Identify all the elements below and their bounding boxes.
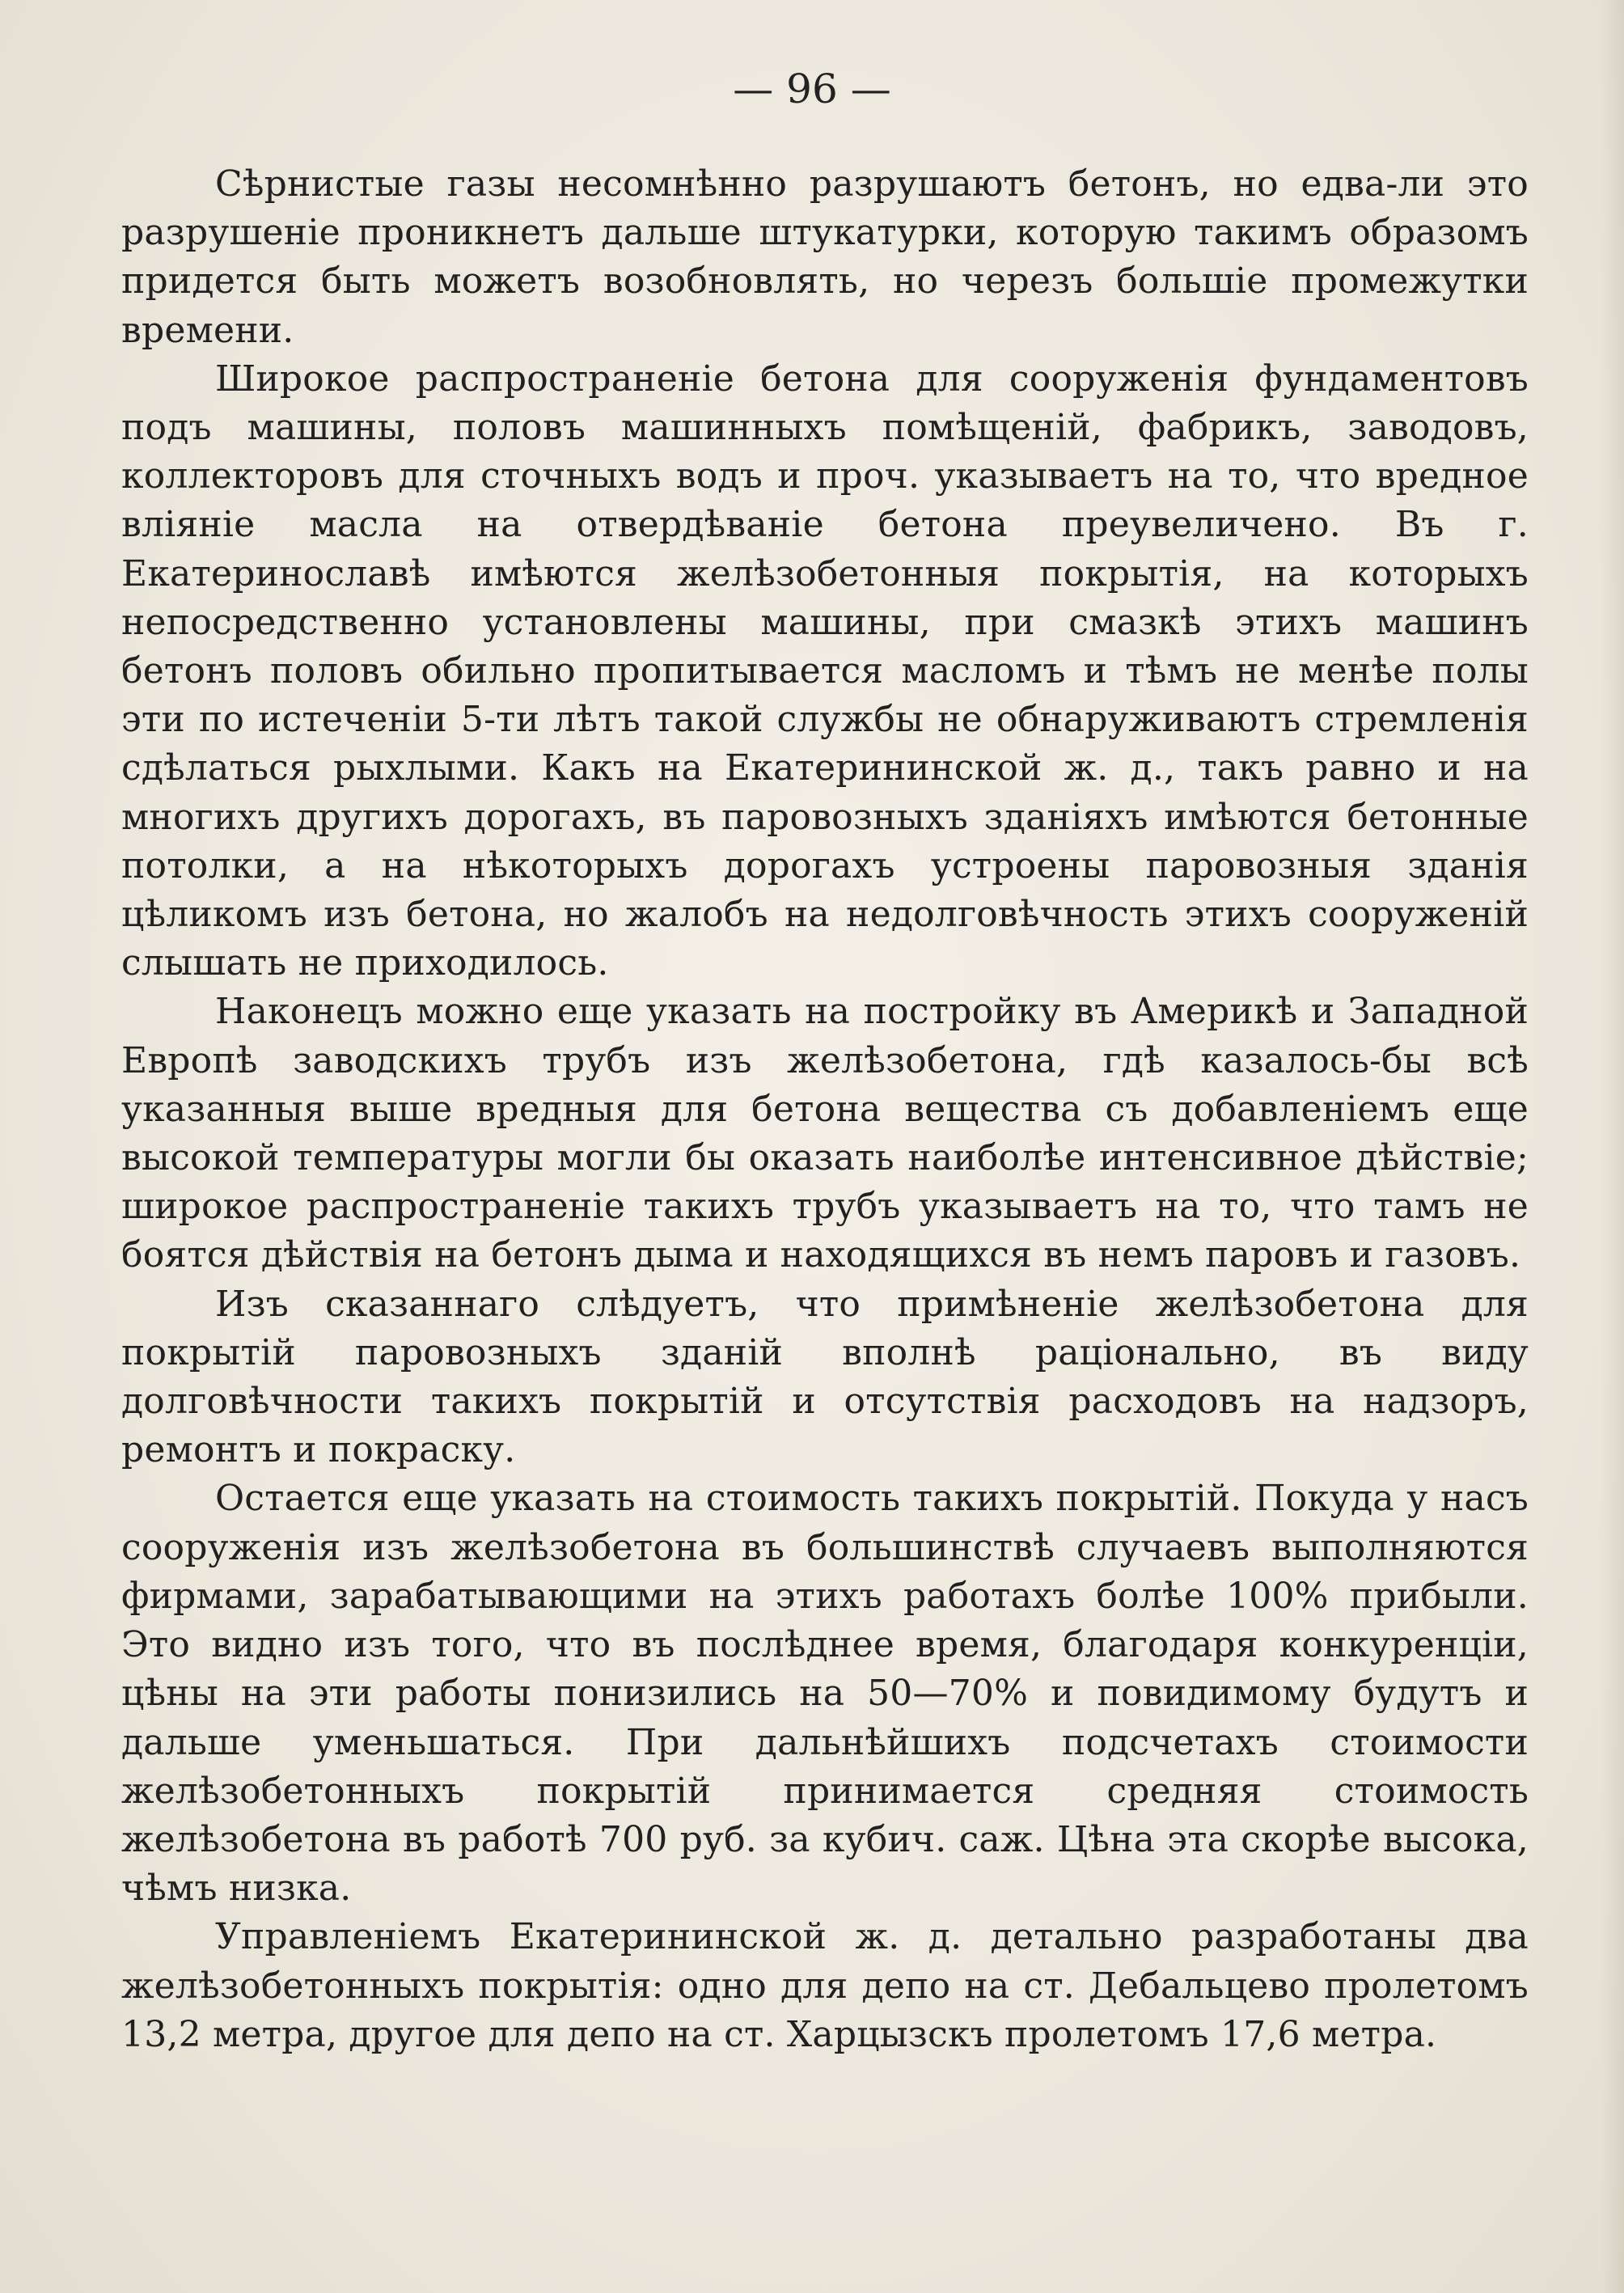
paragraph-conclusion: Изъ сказаннаго слѣдуетъ, что примѣненіе желѣзобетона для покрытій паровозныхъ зданій вполнѣ раціонально, въ виду долговѣчности такихъ покрытій и отсутствія расходовъ на надзоръ, ремонтъ и покраску. [121,1283,1529,1471]
paragraph-sulfur-gases: Сѣрнистые газы несомнѣнно разрушаютъ бетонъ, но едва-ли это разрушеніе проникнетъ дальше штукатурки, которую такимъ образомъ придется быть можетъ возобновлять, но черезъ большіе промежутки времени. [121,163,1529,351]
body-text [121,160,1529,2059]
page-edge-shadow [1601,0,1624,2293]
paragraph-factory-chimneys: Наконецъ можно еще указать на постройку въ Америкѣ и Западной Европѣ заводскихъ трубъ изъ желѣзобетона, гдѣ казалось-бы всѣ указанныя выше вредныя для бетона вещества съ добавленіемъ еще высокой температуры могли бы оказать наиболѣе интенсивное дѣйствіе; широкое распространеніе такихъ трубъ указываетъ на то, что тамъ не боятся дѣйствія на бетонъ дыма и находящихся въ немъ паровъ и газовъ. [121,991,1529,1276]
paragraph-cost: Остается еще указать на стоимость такихъ покрытій. Покуда у насъ сооруженія изъ желѣзобетона въ большинствѣ случаевъ выполняются фирмами, зарабатывающими на этихъ работахъ болѣе 100% прибыли. Это видно изъ того, что въ послѣднее время, благодаря конкуренціи, цѣны на эти работы понизились на 50—70% и повидимому будутъ и дальше уменьшаться. При дальнѣйшихъ подсчетахъ стоимости желѣзобетонныхъ покрытій принимается средняя стоимость желѣзобетона въ работѣ 700 руб. за кубич. саж. Цѣна эта скорѣе высока, чѣмъ низка. [121,1478,1529,1910]
paragraph-depot-designs: Управленіемъ Екатерининской ж. д. детально разработаны два желѣзобетонныхъ покрытія: одно для депо на ст. Дебальцево пролетомъ 13,2 метра, другое для депо на ст. Харцызскъ пролетомъ 17,6 метра. [121,1916,1529,2055]
page-number: — 96 — [733,66,891,112]
paragraph-concrete-oil-influence: Широкое распространеніе бетона для сооруженія фундаментовъ подъ машины, половъ машинныхъ помѣщеній, фабрикъ, заводовъ, коллекторовъ для сточныхъ водъ и проч. указываетъ на то, что вредное вліяніе масла на отвердѣваніе бетона преувеличено. Въ г. Екатеринославѣ имѣются желѣзобетонныя покрытія, на которыхъ непосредственно установлены машины, при смазкѣ этихъ машинъ бетонъ половъ обильно пропитывается масломъ и тѣмъ не менѣе полы эти по истеченіи 5-ти лѣтъ такой службы не обнаруживаютъ стремленія сдѣлаться рыхлыми. Какъ на Екатерининской ж. д., такъ равно и на многихъ другихъ дорогахъ, въ паровозныхъ зданіяхъ имѣются бетонные потолки, а на нѣкоторыхъ дорогахъ устроены паровозныя зданія цѣликомъ изъ бетона, но жалобъ на недолговѣчность этихъ сооруженій слышать не приходилось. [121,357,1529,984]
